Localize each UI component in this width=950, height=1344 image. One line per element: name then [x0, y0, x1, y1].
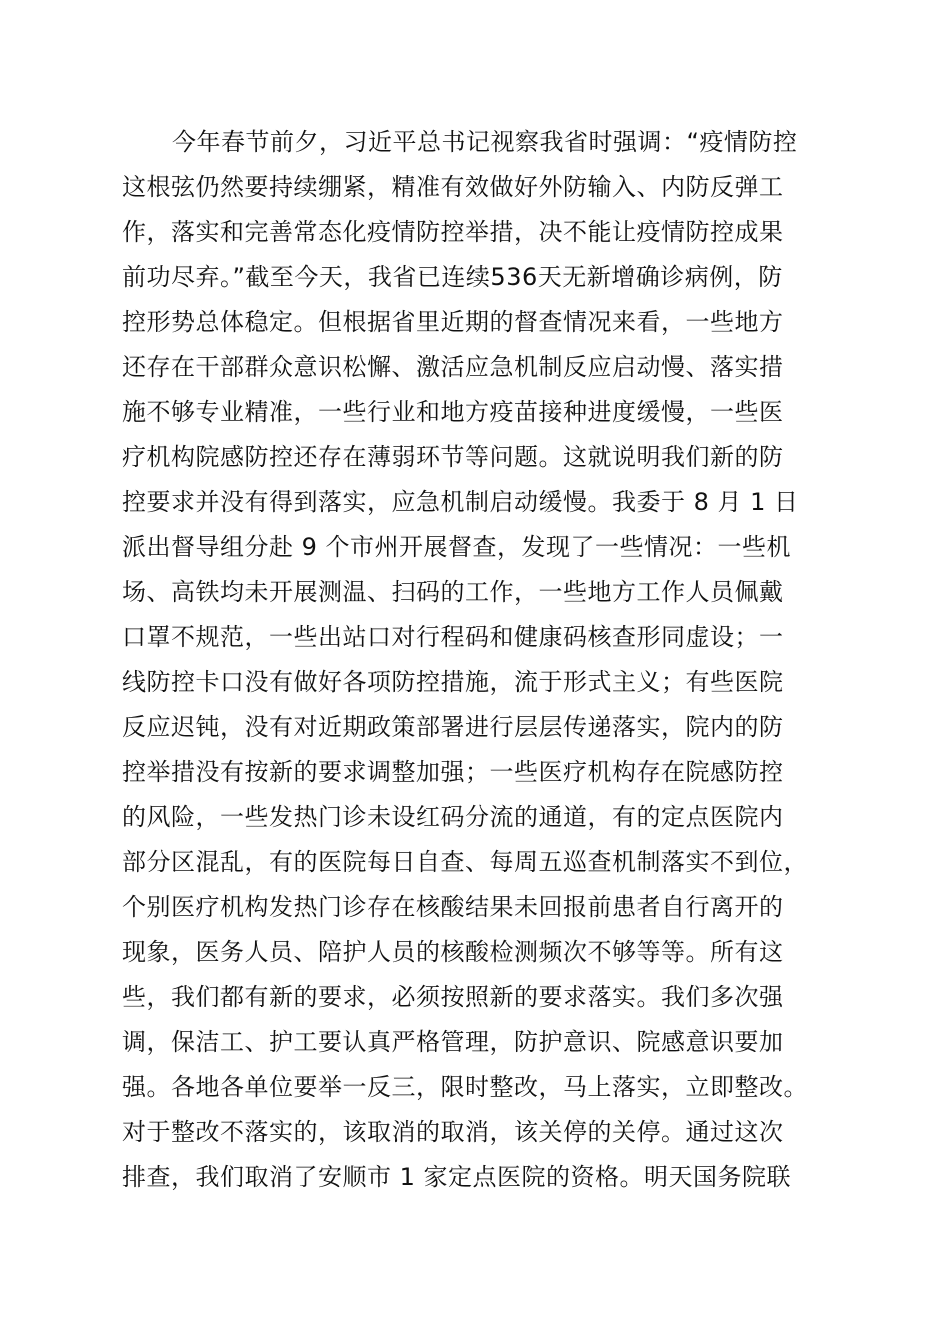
paragraph-line: 排查，我们取消了安顺市 1 家定点医院的资格。明天国务院联	[122, 1163, 792, 1191]
paragraph-line: 调，保洁工、护工要认真严格管理，防护意识、院感意识要加	[122, 1028, 784, 1056]
paragraph-line: 反应迟钝，没有对近期政策部署进行层层传递落实，院内的防	[122, 713, 784, 741]
paragraph-line: 施不够专业精准，一些行业和地方疫苗接种进度缓慢，一些医	[122, 398, 784, 426]
paragraph-line: 作，落实和完善常态化疫情防控举措，决不能让疫情防控成果	[122, 218, 784, 246]
paragraph-line: 控要求并没有得到落实，应急机制启动缓慢。我委于 8 月 1 日	[122, 488, 799, 516]
paragraph-line: 这根弦仍然要持续绷紧，精准有效做好外防输入、内防反弹工	[122, 173, 784, 201]
paragraph-line: 场、高铁均未开展测温、扫码的工作，一些地方工作人员佩戴	[122, 578, 784, 606]
paragraph-line: 前功尽弃。”截至今天，我省已连续536天无新增确诊病例，防	[122, 263, 783, 291]
paragraph-line: 些，我们都有新的要求，必须按照新的要求落实。我们多次强	[122, 983, 784, 1011]
paragraph-line: 现象，医务人员、陪护人员的核酸检测频次不够等等。所有这	[122, 938, 784, 966]
paragraph-line: 强。各地各单位要举一反三，限时整改，马上落实，立即整改。	[122, 1073, 808, 1101]
paragraph-line: 今年春节前夕，习近平总书记视察我省时强调：“疫情防控	[172, 128, 798, 156]
body-paragraph	[122, 120, 842, 1200]
paragraph-line: 个别医疗机构发热门诊存在核酸结果未回报前患者自行离开的	[122, 893, 784, 921]
paragraph-line: 对于整改不落实的，该取消的取消，该关停的关停。通过这次	[122, 1118, 784, 1146]
paragraph-line: 派出督导组分赴 9 个市州开展督查，发现了一些情况：一些机	[122, 533, 792, 561]
paragraph-line: 控举措没有按新的要求调整加强；一些医疗机构存在院感防控	[122, 758, 784, 786]
paragraph-line: 疗机构院感防控还存在薄弱环节等问题。这就说明我们新的防	[122, 443, 784, 471]
paragraph-line: 的风险，一些发热门诊未设红码分流的通道，有的定点医院内	[122, 803, 784, 831]
paragraph-line: 部分区混乱，有的医院每日自查、每周五巡查机制落实不到位，	[122, 848, 808, 876]
paragraph-line: 线防控卡口没有做好各项防控措施，流于形式主义；有些医院	[122, 668, 784, 696]
paragraph-line: 控形势总体稳定。但根据省里近期的督查情况来看，一些地方	[122, 308, 784, 336]
paragraph-line: 口罩不规范，一些出站口对行程码和健康码核查形同虚设；一	[122, 623, 784, 651]
paragraph-line: 还存在干部群众意识松懈、激活应急机制反应启动慢、落实措	[122, 353, 784, 381]
